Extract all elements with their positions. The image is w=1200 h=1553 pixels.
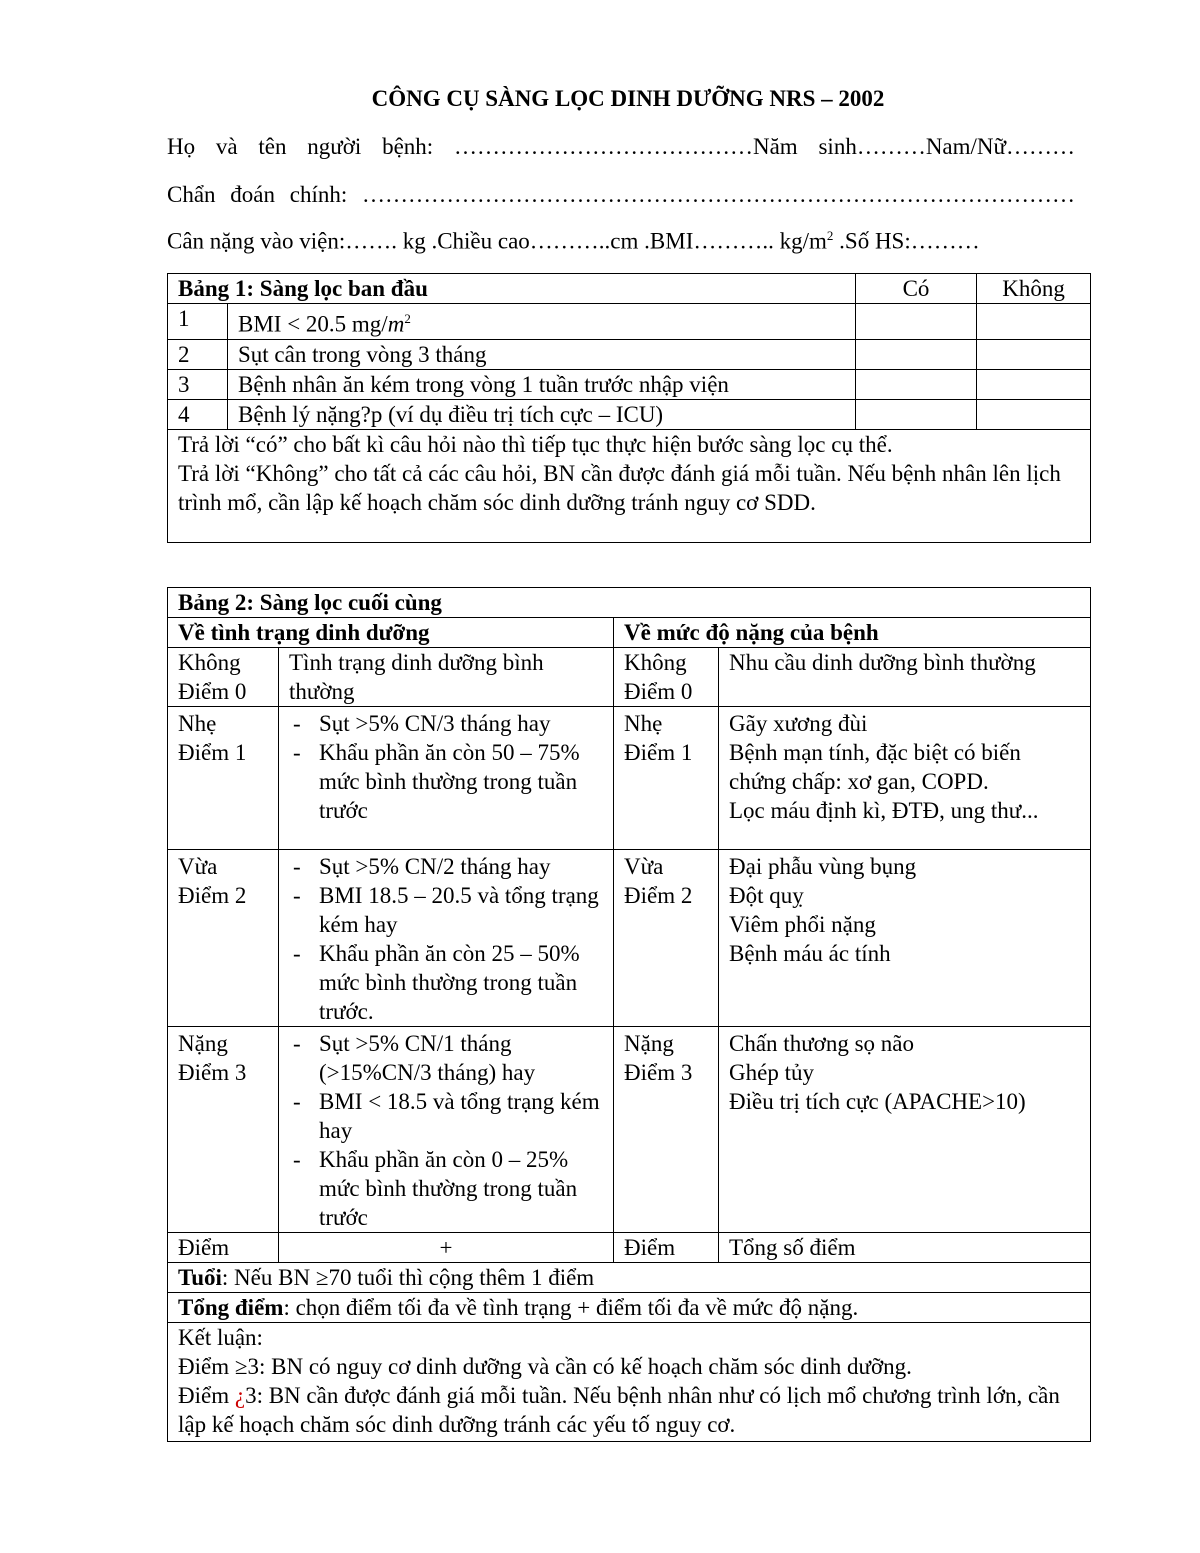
patient-name-line[interactable]: Họ và tên người bệnh: …………………………………Năm sinh………Nam/Nữ……… — [167, 134, 1075, 159]
question-main: BMI < 20.5 mg/ — [238, 311, 388, 337]
criteria-line: Ghép tủy — [729, 1060, 814, 1085]
conclusion-text: 3: BN cần được đánh giá mỗi tuần. Nếu bệnh nhân như có lịch mổ chương trình lớn, cần lập kế hoạch chăm sóc dinh dưỡng tránh các yếu tố nguy cơ. — [178, 1383, 1060, 1437]
criteria-line: Lọc máu định kì, ĐTĐ, ung thư... — [729, 798, 1039, 823]
table-row — [168, 648, 1091, 707]
column-yes-header: Có — [856, 274, 977, 304]
table-row — [168, 304, 1091, 340]
age-label: Tuổi — [178, 1265, 222, 1290]
answer-no-cell[interactable] — [977, 304, 1091, 340]
nutrition-criteria — [279, 850, 614, 1027]
note-line-2: Trả lời “Không” cho tất cả các câu hỏi, BN cần được đánh giá mỗi tuần. Nếu bệnh nhân lên lịch trình mổ, cần lập kế hoạch chăm sóc dinh dưỡng tránh nguy cơ SDD. — [178, 460, 1061, 515]
level-label: Không — [624, 650, 687, 675]
criteria-line: Chấn thương sọ não — [729, 1031, 914, 1056]
level-score: Điểm 3 — [178, 1060, 247, 1085]
level-score: Điểm 0 — [624, 679, 693, 704]
table-row — [168, 339, 1091, 369]
score-label-left: Điểm — [168, 1233, 279, 1263]
answer-yes-cell[interactable] — [856, 304, 977, 340]
criteria-line: Bệnh mạn tính, đặc biệt có biến chứng chấp: xơ gan, COPD. — [729, 740, 1021, 794]
total-score-cell[interactable]: Tổng số điểm — [719, 1233, 1091, 1263]
level-label: Vừa — [624, 854, 664, 879]
criteria-line: Điều trị tích cực (APACHE>10) — [729, 1089, 1026, 1114]
level-score: Điểm 0 — [178, 679, 247, 704]
final-screening-table — [167, 587, 1091, 1442]
severity-level — [614, 707, 719, 850]
criteria-item: - Khẩu phần ăn còn 25 – 50% mức bình thường trong tuần trước. — [289, 939, 603, 1026]
table-row — [168, 369, 1091, 399]
nutrition-criteria: Tình trạng dinh dưỡng bình thường — [279, 648, 614, 707]
total-label: Tổng điểm — [178, 1295, 284, 1320]
severity-criteria — [719, 707, 1091, 850]
nutrition-level — [168, 648, 279, 707]
criteria-item: - BMI < 18.5 và tổng trạng kém hay — [289, 1087, 603, 1145]
conclusion-prefix: Điểm — [178, 1383, 235, 1408]
severity-criteria — [719, 648, 1091, 707]
level-label: Nhẹ — [624, 711, 663, 736]
criteria-line: Nhu cầu dinh dưỡng bình thường — [729, 650, 1036, 675]
table2-title: Bảng 2: Sàng lọc cuối cùng — [168, 588, 1091, 618]
score-plus-cell[interactable]: + — [279, 1233, 614, 1263]
question-text: Bệnh nhân ăn kém trong vòng 1 tuần trước nhập viện — [228, 369, 856, 399]
question-text: Bệnh lý nặng?p (ví dụ điều trị tích cực – ICU) — [228, 399, 856, 429]
answer-no-cell[interactable] — [977, 339, 1091, 369]
measurements-text: Cân nặng vào viện:……. kg .Chiều cao………..cm .BMI……….. kg/m — [167, 228, 827, 254]
disease-severity-header: Về mức độ nặng của bệnh — [614, 618, 1091, 648]
conclusion — [168, 1323, 1091, 1442]
answer-no-cell[interactable] — [977, 399, 1091, 429]
column-no-header: Không — [977, 274, 1091, 304]
criteria-item: - Sụt >5% CN/3 tháng hay — [289, 709, 603, 738]
answer-yes-cell[interactable] — [856, 339, 977, 369]
record-number-text: .Số HS:……… — [833, 228, 980, 254]
question-sup: 2 — [404, 311, 411, 326]
criteria-line: Đột quỵ — [729, 883, 804, 908]
nutrition-criteria — [279, 1027, 614, 1233]
criteria-item: - Khẩu phần ăn còn 50 – 75% mức bình thường trong tuần trước — [289, 738, 603, 825]
level-label: Nặng — [178, 1031, 228, 1056]
conclusion-glyph: ¿ — [234, 1383, 246, 1408]
table-row — [168, 399, 1091, 429]
row-number: 3 — [168, 369, 228, 399]
page-title: CÔNG CỤ SÀNG LỌC DINH DƯỠNG NRS – 2002 — [371, 86, 885, 111]
conclusion-line-1: Điểm ≥3: BN có nguy cơ dinh dưỡng và cần có kế hoạch chăm sóc dinh dưỡng. — [178, 1354, 912, 1379]
measurements-line[interactable] — [167, 228, 1075, 255]
initial-screening-table — [167, 273, 1091, 543]
criteria-line: Bệnh máu ác tính — [729, 941, 891, 966]
level-label: Nhẹ — [178, 711, 217, 736]
note-line-1: Trả lời “có” cho bất kì câu hỏi nào thì tiếp tục thực hiện bước sàng lọc cụ thể. — [178, 431, 893, 457]
severity-criteria — [719, 850, 1091, 1027]
age-text: : Nếu BN ≥70 tuổi thì cộng thêm 1 điểm — [221, 1265, 595, 1290]
severity-level — [614, 850, 719, 1027]
row-number: 1 — [168, 304, 228, 340]
age-adjustment — [168, 1263, 1091, 1293]
criteria-line: Gãy xương đùi — [729, 711, 868, 736]
nutrition-level — [168, 850, 279, 1027]
question-text — [228, 304, 856, 340]
table-row — [168, 1027, 1091, 1233]
unit-superscript: 2 — [826, 228, 834, 243]
level-score: Điểm 1 — [624, 740, 693, 765]
question-unit: m — [387, 311, 405, 337]
severity-level — [614, 1027, 719, 1233]
level-score: Điểm 3 — [624, 1060, 693, 1085]
severity-level — [614, 648, 719, 707]
level-label: Nặng — [624, 1031, 674, 1056]
level-score: Điểm 2 — [178, 883, 247, 908]
criteria-item: - Sụt >5% CN/1 tháng (>15%CN/3 tháng) hay — [289, 1029, 603, 1087]
table-row — [168, 707, 1091, 850]
answer-yes-cell[interactable] — [856, 369, 977, 399]
criteria-line: Đại phẫu vùng bụng — [729, 854, 917, 879]
table-row — [168, 850, 1091, 1027]
nutrition-criteria — [279, 707, 614, 850]
nutrition-level — [168, 707, 279, 850]
row-number: 4 — [168, 399, 228, 429]
nutrition-status-header: Về tình trạng dinh dưỡng — [168, 618, 614, 648]
total-text: : chọn điểm tối đa về tình trạng + điểm tối đa về mức độ nặng. — [283, 1295, 859, 1320]
level-score: Điểm 2 — [624, 883, 693, 908]
criteria-item: - Sụt >5% CN/2 tháng hay — [289, 852, 603, 881]
conclusion-line-2 — [178, 1381, 1080, 1439]
severity-criteria — [719, 1027, 1091, 1233]
score-label-right: Điểm — [614, 1233, 719, 1263]
criteria-item: - BMI 18.5 – 20.5 và tổng trạng kém hay — [289, 881, 603, 939]
table1-note — [168, 429, 1091, 542]
nutrition-level — [168, 1027, 279, 1233]
score-row — [168, 1233, 1091, 1263]
conclusion-title: Kết luận: — [178, 1325, 263, 1350]
level-label: Vừa — [178, 854, 218, 879]
table1-title: Bảng 1: Sàng lọc ban đầu — [168, 274, 856, 304]
level-score: Điểm 1 — [178, 740, 247, 765]
answer-no-cell[interactable] — [977, 369, 1091, 399]
answer-yes-cell[interactable] — [856, 399, 977, 429]
criteria-item: - Khẩu phần ăn còn 0 – 25% mức bình thường trong tuần trước — [289, 1145, 603, 1232]
question-text: Sụt cân trong vòng 3 tháng — [228, 339, 856, 369]
criteria-line: Viêm phổi nặng — [729, 912, 876, 937]
level-label: Không — [178, 650, 241, 675]
row-number: 2 — [168, 339, 228, 369]
diagnosis-line[interactable]: Chẩn đoán chính: ………………………………………………………………………………… — [167, 182, 1075, 207]
total-score-rule — [168, 1293, 1091, 1323]
